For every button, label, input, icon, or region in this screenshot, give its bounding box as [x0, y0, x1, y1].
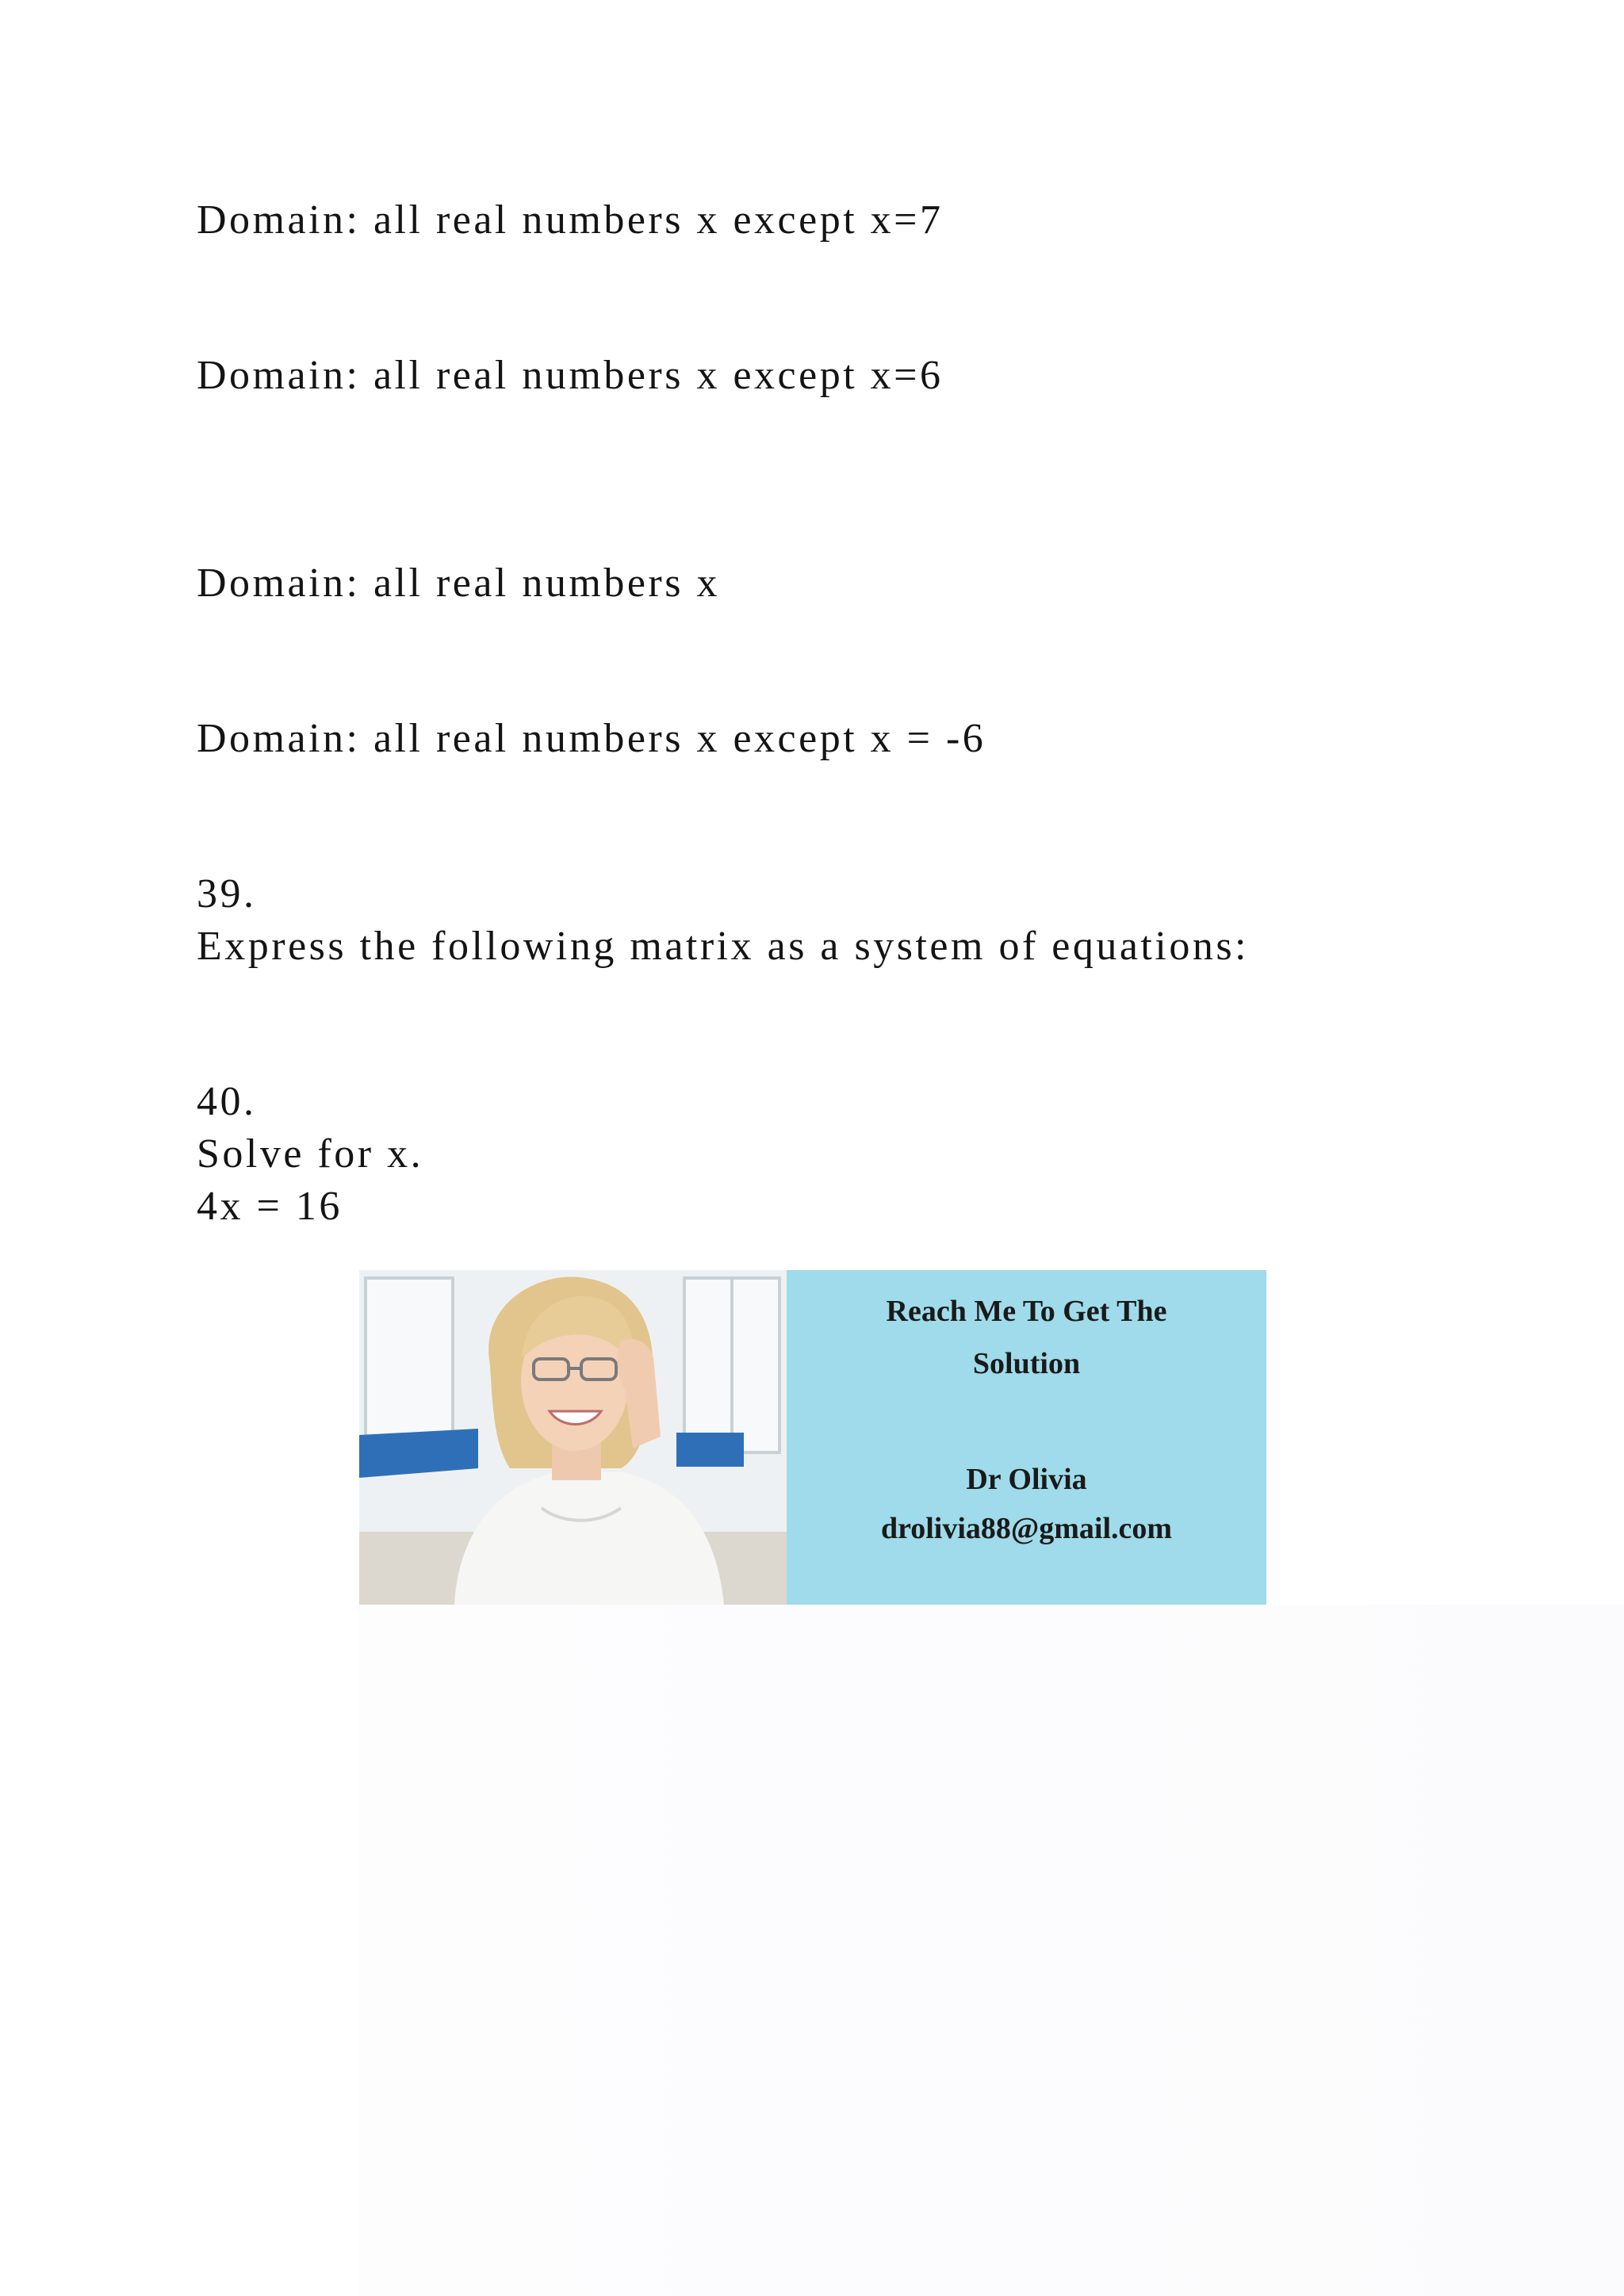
woman-portrait-image [359, 1270, 787, 1605]
question-number-39: 39. [197, 871, 257, 916]
woman-photo [359, 1270, 787, 1605]
domain-answer-b: Domain: all real numbers x except x=6 [197, 353, 944, 398]
banner-name: Dr Olivia [966, 1463, 1087, 1496]
question-39-text: Express the following matrix as a system of equations: [197, 924, 1250, 969]
domain-answer-c: Domain: all real numbers x [197, 561, 720, 606]
image-placeholder-area [359, 1605, 1624, 2296]
domain-answer-a: Domain: all real numbers x except x=7 [197, 197, 944, 243]
contact-card [787, 1270, 1266, 1605]
question-40-equation: 4x = 16 [197, 1184, 343, 1229]
banner-heading-line2: Solution [972, 1347, 1081, 1380]
contact-banner [359, 1270, 1266, 1605]
banner-email: drolivia88@gmail.com [880, 1512, 1173, 1545]
question-number-40: 40. [197, 1079, 257, 1124]
question-40-text: Solve for x. [197, 1131, 424, 1177]
domain-answer-d: Domain: all real numbers x except x = -6 [197, 716, 986, 761]
banner-heading-line1: Reach Me To Get The [886, 1295, 1167, 1328]
